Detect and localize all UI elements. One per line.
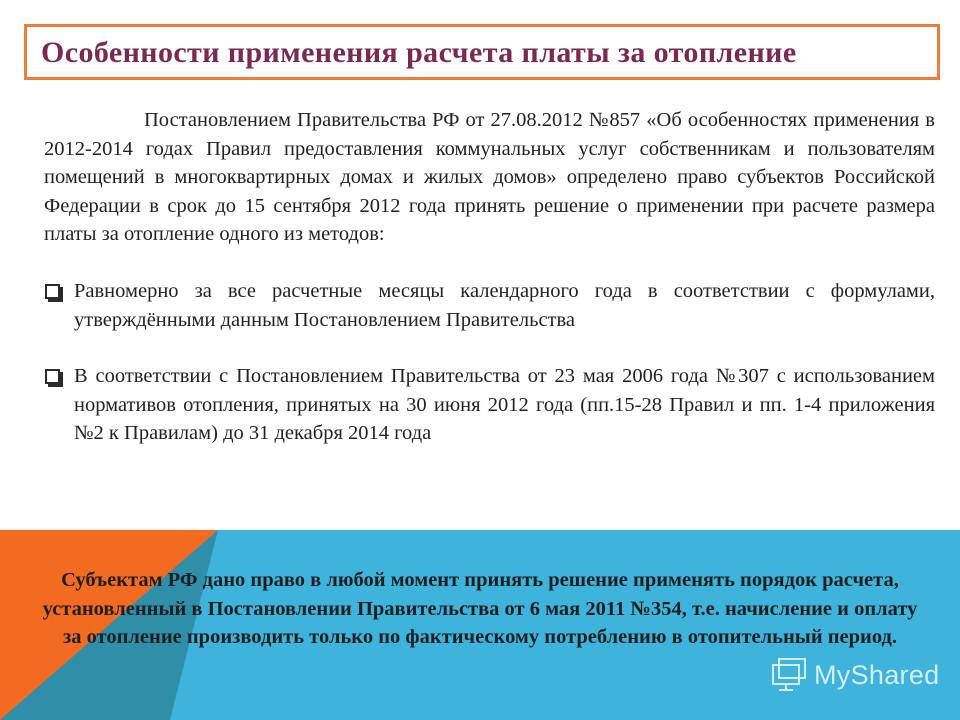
conclusion-text: Субъектам РФ дано право в любой момент принять решение применять порядок расчета, установленный в Постановлении Правительства от 6 мая 2011 №354, т.е. начисление и оплату за отопление производить только по фактическому потреблению в отопительный период. — [42, 569, 918, 648]
bullet-text-1: Равномерно за все расчетные месяцы календарного года в соответствии с формулами, утверждёнными данным Постановлением Правительства — [74, 279, 935, 331]
bullet-item-1 — [44, 277, 935, 334]
bullet-text-2: В соответствии с Постановлением Правительства от 23 мая 2006 года №307 с использованием нормативов отопления, принятых на 30 июня 2012 года (пп.15-28 Правил и пп. 1-4 приложения №2 к Правилам) до 31 декабря 2014 года — [74, 365, 935, 445]
checkbox-bullet-icon — [45, 284, 60, 299]
intro-paragraph: Постановлением Правительства РФ от 27.08.2012 №857 «Об особенностях применения в 2012-2014 годах Правил предоставления коммунальных услуг собственникам и пользователям помещений в многоквартирных домах и жилых домов» определено право субъектов Российской Федерации в срок до 15 сентября 2012 года принять решение о применении при расчете размера платы за отопление одного из методов: — [44, 109, 935, 246]
watermark-text: MyShared — [814, 659, 940, 690]
bullet-item-2 — [44, 362, 935, 448]
checkbox-bullet-icon — [45, 369, 60, 384]
slide-title: Особенности применения расчета платы за отопление — [41, 36, 797, 69]
title-box — [24, 24, 940, 80]
monitor-logo-icon — [770, 657, 810, 693]
slide-body — [44, 106, 935, 448]
watermark — [770, 655, 939, 695]
